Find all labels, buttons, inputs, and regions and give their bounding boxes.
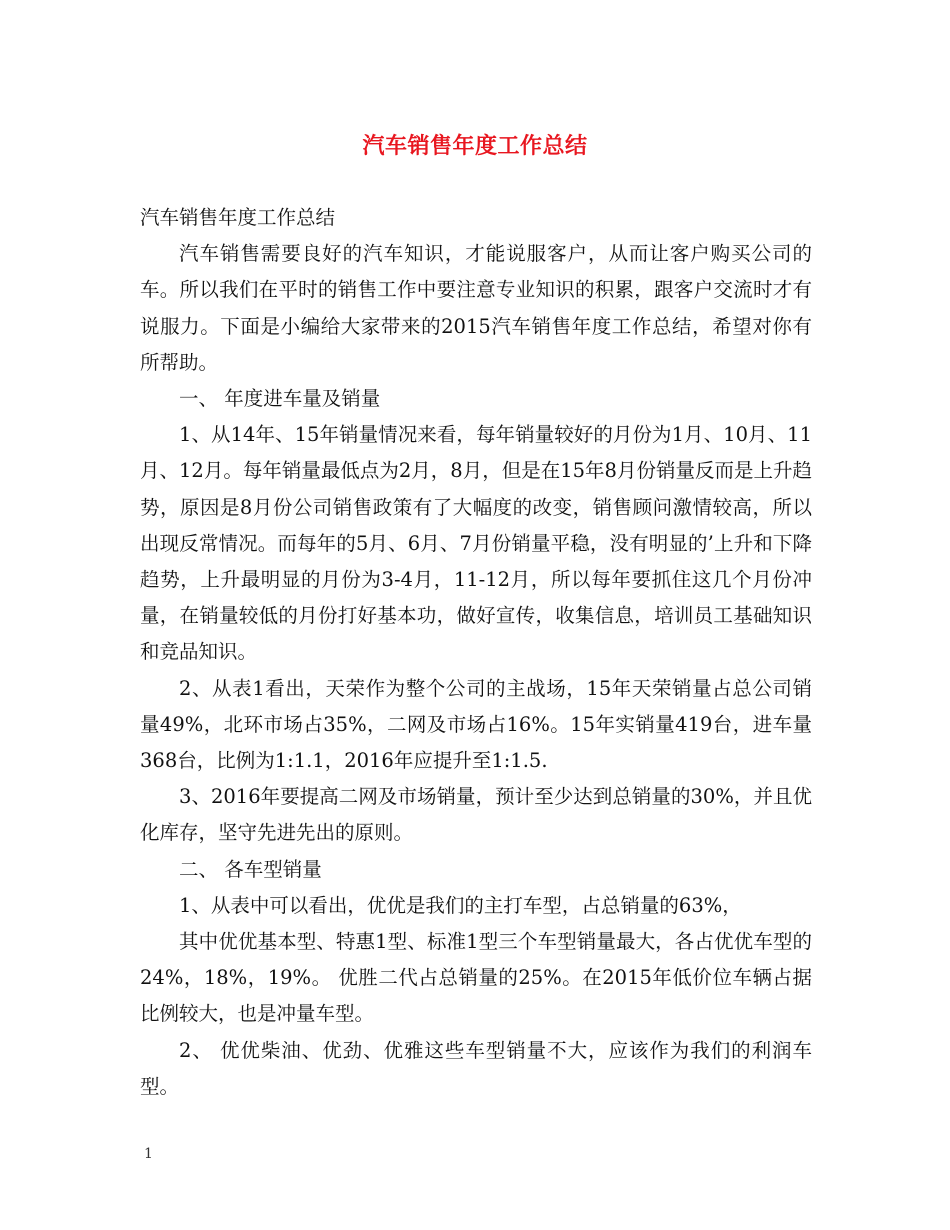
paragraph-2-1-detail: 其中优优基本型、特惠1型、标准1型三个车型销量最大，各占优优车型的24%，18%，19%。 优胜二代占总销量的25%。在2015年低价位车辆占据比例较大，也是冲量车型。: [140, 930, 812, 1026]
document-title: 汽车销售年度工作总结: [362, 133, 588, 159]
paragraph-1-1: 1、从14年、15年销量情况来看，每年销量较好的月份为1月、10月、11月、12月。每年销量最低点为2月，8月，但是在15年8月份销量反而是上升趋势，原因是8月份公司销售政策有了大幅度的改变，销售顾问激情较高，所以出现反常情况。而每年的5月、6月、7月份销量平稳，没有明显的’上升和下降趋势，上升最明显的月份为3-4月，11-12月，所以每年要抓住这几个月份冲量，在销量较低的月份打好基本功，做好宣传，收集信息，培训员工基础知识和竞品知识。: [140, 423, 812, 664]
section-heading-1: 一、 年度进车量及销量: [179, 387, 381, 411]
subtitle-line: 汽车销售年度工作总结: [140, 206, 336, 229]
page-number: 1: [144, 1146, 153, 1162]
paragraph-2-2: 2、 优优柴油、优劲、优雅这些车型销量不大，应该作为我们的利润车型。: [140, 1038, 812, 1098]
paragraph-1-2: 2、从表1看出，天荣作为整个公司的主战场，15年天荣销量占总公司销量49%，北环市场占35%，二网及市场占16%。15年实销量419台，进车量368台，比例为1:1.1，2016年应提升至1:1.5.: [140, 676, 812, 773]
intro-paragraph: 汽车销售需要良好的汽车知识，才能说服客户，从而让客户购买公司的车。所以我们在平时的销售工作中要注意专业知识的积累，跟客户交流时才有说服力。下面是小编给大家带来的2015汽车销售年度工作总结，希望对你有所帮助。: [140, 242, 812, 374]
document-body: [140, 200, 812, 1105]
paragraph-1-3: 3、2016年要提高二网及市场销量，预计至少达到总销量的30%，并且优化库存，坚守先进先出的原则。: [140, 785, 812, 845]
section-heading-2: 二、 各车型销量: [179, 857, 322, 881]
paragraph-2-1: 1、从表中可以看出，优优是我们的主打车型，占总销量的63%，: [179, 893, 742, 917]
